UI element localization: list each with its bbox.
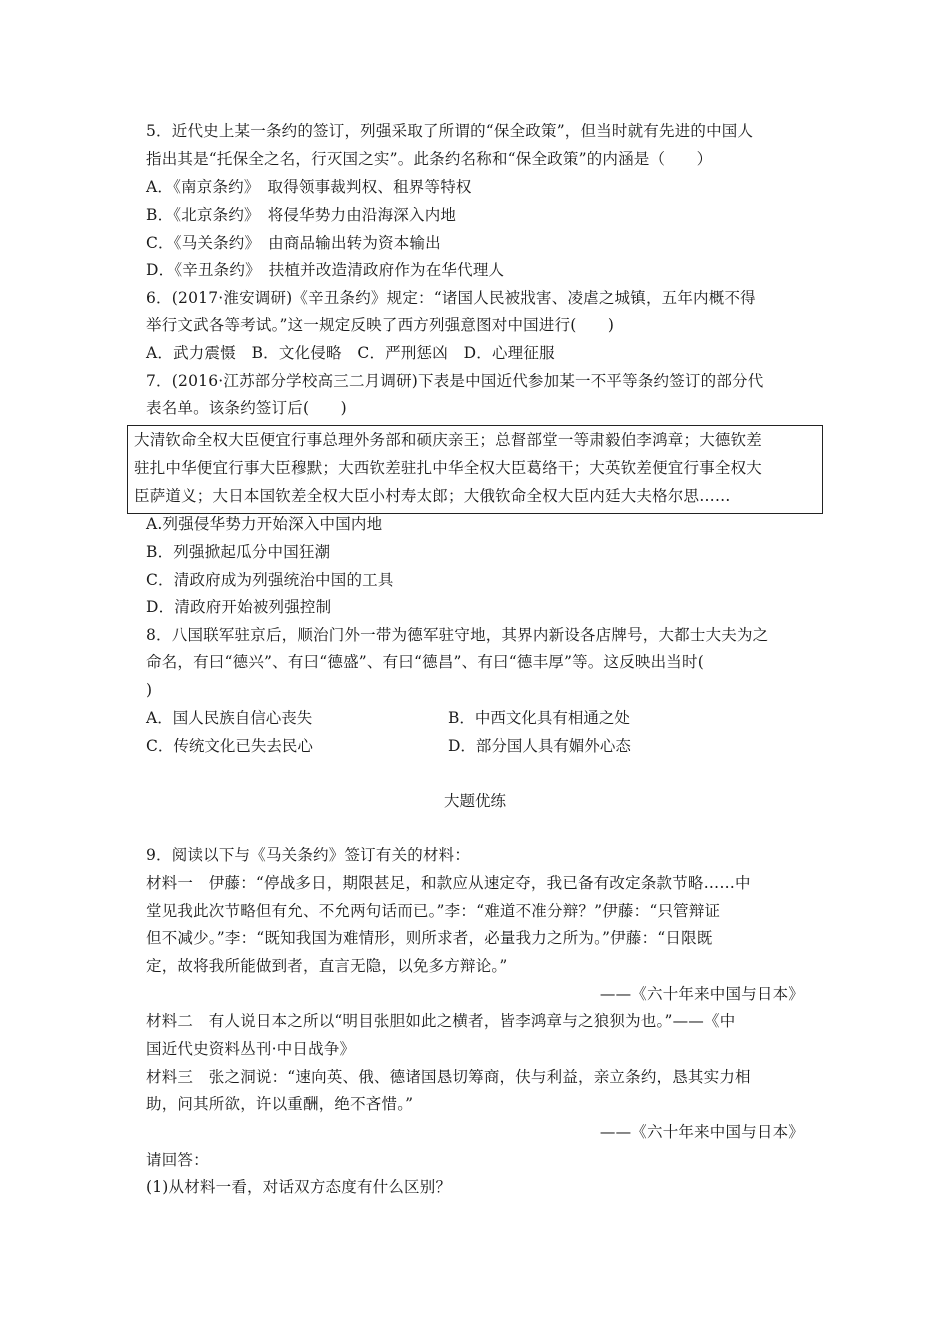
q8-option-d: D．部分国人具有媚外心态 <box>448 737 631 755</box>
q7-box-line3: 臣萨道义；大日本国钦差全权大臣小村寿太郎；大俄钦命全权大臣内廷大夫格尔思…… <box>134 487 731 505</box>
q8-option-a: A．国人民族自信心丧失 <box>146 709 313 727</box>
q7-stem-line1: 7．(2016·江苏部分学校高三二月调研)下表是中国近代参加某一不平等条约签订的部分代 <box>146 372 764 390</box>
section-title: 大题优练 <box>443 792 506 810</box>
q6-options: A．武力震慑 B．文化侵略 C．严刑惩凶 D．心理征服 <box>146 344 555 362</box>
q9-material1-source: ——《六十年来中国与日本》 <box>599 985 804 1003</box>
q7-stem-line2: 表名单。该条约签订后( ) <box>146 399 347 417</box>
q9-subquestion-1: (1)从材料一看，对话双方态度有什么区别？ <box>146 1178 452 1196</box>
q9-material3-line2: 助，问其所欲，许以重酬，绝不吝惜。” <box>146 1095 414 1113</box>
q5-option-d: D．《辛丑条约》 扶植并改造清政府作为在华代理人 <box>146 261 505 279</box>
q8-option-c: C．传统文化已失去民心 <box>146 737 313 755</box>
q7-option-b: B．列强掀起瓜分中国狂潮 <box>146 543 331 561</box>
q5-stem-line2: 指出其是“托保全之名，行灭国之实”。此条约名称和“保全政策”的内涵是（ ） <box>146 150 713 168</box>
q7-box-line1: 大清钦命全权大臣便宜行事总理外务部和硕庆亲王；总督部堂一等肃毅伯李鸿章；大德钦差 <box>134 431 763 449</box>
q6-stem-line2: 举行文武各等考试。”这一规定反映了西方列强意图对中国进行( ) <box>146 316 615 334</box>
q6-stem-line1: 6．(2017·淮安调研)《辛丑条约》规定：“诸国人民被戕害、凌虐之城镇，五年内概不得 <box>146 289 756 307</box>
q8-option-b: B．中西文化具有相通之处 <box>448 709 630 727</box>
q9-material1-line2: 堂见我此次节略但有允、不允两句话而已。”李：“难道不准分辩？”伊藤：“只管辩证 <box>146 902 721 920</box>
q5-stem-line1: 5．近代史上某一条约的签订，列强采取了所谓的“保全政策”，但当时就有先进的中国人 <box>146 122 754 140</box>
q9-material3-line1: 材料三 张之洞说：“速向英、俄、德诸国恳切筹商，伕与利益，亲立条约，恳其实力相 <box>146 1068 751 1086</box>
q5-option-c: C．《马关条约》 由商品输出转为资本输出 <box>146 234 441 252</box>
q9-material1-line4: 定，故将我所能做到者，直言无隐，以免多方辩论。” <box>146 957 508 975</box>
q8-stem-line2: 命名，有曰“德兴”、有曰“德盛”、有曰“德昌”、有曰“德丰厚”等。这反映出当时( <box>146 653 704 671</box>
q7-box-line2: 驻扎中华便宜行事大臣穆默；大西钦差驻扎中华全权大臣葛络干；大英钦差便宜行事全权大 <box>134 459 763 477</box>
q7-option-d: D．清政府开始被列强控制 <box>146 598 332 616</box>
q9-stem: 9．阅读以下与《马关条约》签订有关的材料： <box>146 846 471 864</box>
q7-option-a: A.列强侵华势力开始深入中国内地 <box>146 515 383 533</box>
q9-material2-line2: 国近代史资料丛刊·中日战争》 <box>146 1040 356 1058</box>
q9-material1-line3: 但不减少。”李：“既知我国为难情形，则所求者，必量我力之所为。”伊藤：“日限既 <box>146 929 713 947</box>
q7-option-c: C．清政府成为列强统治中国的工具 <box>146 571 394 589</box>
q8-stem-line1: 8．八国联军驻京后，顺治门外一带为德军驻守地，其界内新设各店牌号，大都士大夫为之 <box>146 626 769 644</box>
q5-option-b: B．《北京条约》 将侵华势力由沿海深入内地 <box>146 206 457 224</box>
q9-prompt: 请回答： <box>146 1151 209 1169</box>
q5-option-a: A．《南京条约》 取得领事裁判权、租界等特权 <box>146 178 472 196</box>
q9-material1-line1: 材料一 伊藤：“停战多日，期限甚足，和款应从速定夺，我已备有改定条款节略……中 <box>146 874 751 892</box>
q9-material2-line1: 材料二 有人说日本之所以“明目张胆如此之横者，皆李鸿章与之狼狈为也。”——《中 <box>146 1012 736 1030</box>
q7-delegate-list-box <box>127 425 823 514</box>
q9-material3-source: ——《六十年来中国与日本》 <box>599 1123 804 1141</box>
q8-stem-line3: ) <box>146 681 153 699</box>
